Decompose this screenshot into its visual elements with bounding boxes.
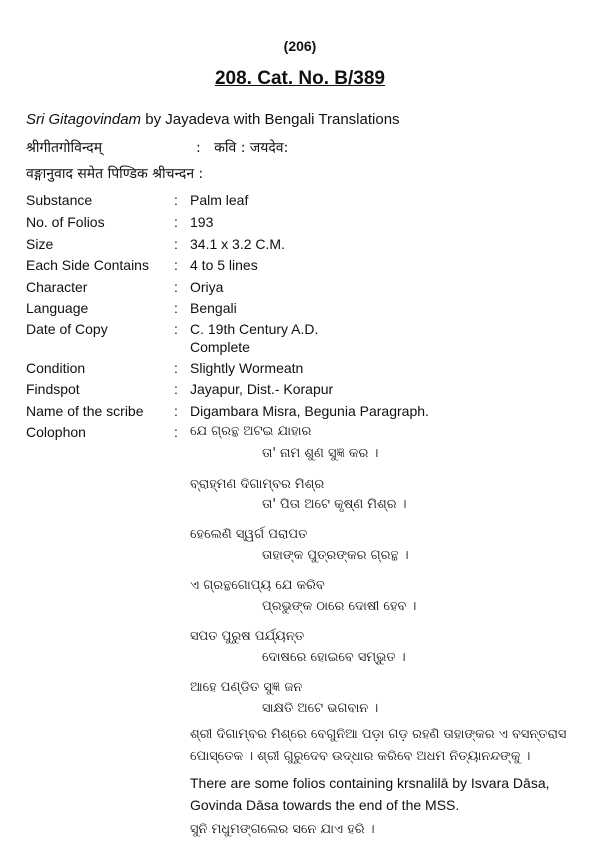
colophon-line: ସପତ ପୁରୁଷ ପର୍ଯ୍ୟନ୍ତ [190, 629, 305, 644]
sanskrit-subtitle-line: वङ्गानुवाद समेत पिण्डिक श्रीचन्दन : [26, 166, 204, 182]
field-label: Name of the scribe [26, 403, 144, 419]
field-colon: : [174, 381, 178, 397]
colophon-line: ଦୋଷରେ ହୋଇବେ ସମ୍ଭୁତ । [262, 650, 406, 665]
field-value: Jayapur, Dist.- Korapur [190, 381, 334, 397]
field-value: Palm leaf [190, 192, 249, 208]
field-label: Condition [26, 360, 86, 376]
sanskrit-title: श्रीगीतगोविन्दम् [26, 140, 103, 156]
field-value: Oriya [190, 279, 224, 295]
field-colon: : [174, 321, 178, 337]
colophon-line: ତା' ପିତା ଅଟେ କୃଷ୍ଣ ମିଶ୍ର । [262, 497, 407, 512]
sanskrit-title-line [26, 138, 289, 157]
field-value: Digambara Misra, Begunia Paragraph. [190, 403, 429, 419]
colophon-line: ଆହେ ପଣ୍ଡିତ ସୁଜ୍ଞ ଜନ [190, 680, 303, 695]
field-value: 34.1 x 3.2 C.M. [190, 236, 285, 252]
field-colon: : [174, 360, 178, 376]
english-note: There are some folios containing krsnalilā by Isvara Dāsa, Govinda Dāsa towards the end of the MSS. [190, 775, 550, 813]
field-label: Date of Copy [26, 321, 108, 337]
sanskrit-separator: : [196, 140, 201, 156]
oriya-paragraph: ଶ୍ରୀ ଦିଗାମ୍ବର ମିଶ୍ରେ ବେଗୁନିଆ ପଡ଼ା ଗଡ଼ ରହଣି ତାହାଙ୍କର ଏ ବସନ୍ତରାସ ପୋସ୍ତେକ । ଶ୍ରୀ ଗୁରୁଦେବ ଉଦ୍ଧାର କରିବେ ଅଧମ ନିତ୍ୟାନନ୍ଦଙ୍କୁ । [190, 727, 567, 764]
field-label: Language [26, 300, 89, 316]
field-label: Colophon [26, 424, 86, 440]
catalog-heading: 208. Cat. No. B/389 [214, 68, 386, 89]
field-value: Complete [190, 339, 250, 355]
field-value: ଯେ ଗ୍ରନ୍ଥ ଅଟଇ ଯାହାର [190, 424, 312, 439]
colophon-line: ଏ ଗ୍ରନ୍ଥଗୋପ୍ୟ ଯେ କରିବ [190, 578, 325, 593]
colophon-line: ବ୍ରାହ୍ମଣ ଦିଗାମ୍ବର ମିଶ୍ର [190, 477, 325, 492]
field-value: 4 to 5 lines [190, 257, 258, 273]
sanskrit-author-line [196, 138, 288, 157]
colophon-line: ପ୍ରଭୁଙ୍କ ଠାରେ ଦୋଷୀ ହେବ । [262, 599, 417, 614]
field-colon: : [174, 192, 178, 208]
field-colon: : [174, 214, 178, 230]
field-colon: : [174, 279, 178, 295]
field-label: Findspot [26, 381, 80, 397]
field-label: Size [26, 236, 54, 252]
field-colon: : [174, 300, 178, 316]
page-number: (206) [283, 38, 317, 54]
field-colon: : [174, 236, 178, 252]
field-label: Substance [26, 192, 93, 208]
work-title-italic: Sri Gitagovindam [26, 111, 142, 128]
work-title-rest: by Jayadeva with Bengali Translations [141, 111, 400, 128]
work-title [26, 111, 400, 128]
field-colon: : [174, 403, 178, 419]
colophon-line: ହେଲେଣି ସ୍ୱର୍ଗ ପରାପତ [190, 527, 308, 542]
final-line: ସୁନି ମଧୁମଙ୍ଗଲେର ସନେ ଯାଏ ହରି । [190, 822, 375, 837]
field-colon: : [174, 424, 178, 440]
sanskrit-author: कवि : जयदेव: [214, 140, 289, 156]
colophon-line: ସାକ୍ଷତି ଅଟେ ଭଗବାନ । [262, 701, 379, 716]
field-value: C. 19th Century A.D. [190, 321, 319, 337]
field-label: Character [26, 279, 88, 295]
colophon-line: ତାହାଙ୍କ ପୁତ୍ରଙ୍କର ଗ୍ରନ୍ଥ । [262, 548, 409, 563]
field-value: Bengali [190, 300, 237, 316]
field-colon: : [174, 257, 178, 273]
field-value: 193 [190, 214, 214, 230]
colophon-line: ତା' ନାମ ଶୁଣ ସୁଜ୍ଞ କର । [262, 446, 379, 461]
field-label: Each Side Contains [26, 257, 149, 273]
field-value: Slightly Wormeatn [190, 360, 304, 376]
field-label: No. of Folios [26, 214, 105, 230]
